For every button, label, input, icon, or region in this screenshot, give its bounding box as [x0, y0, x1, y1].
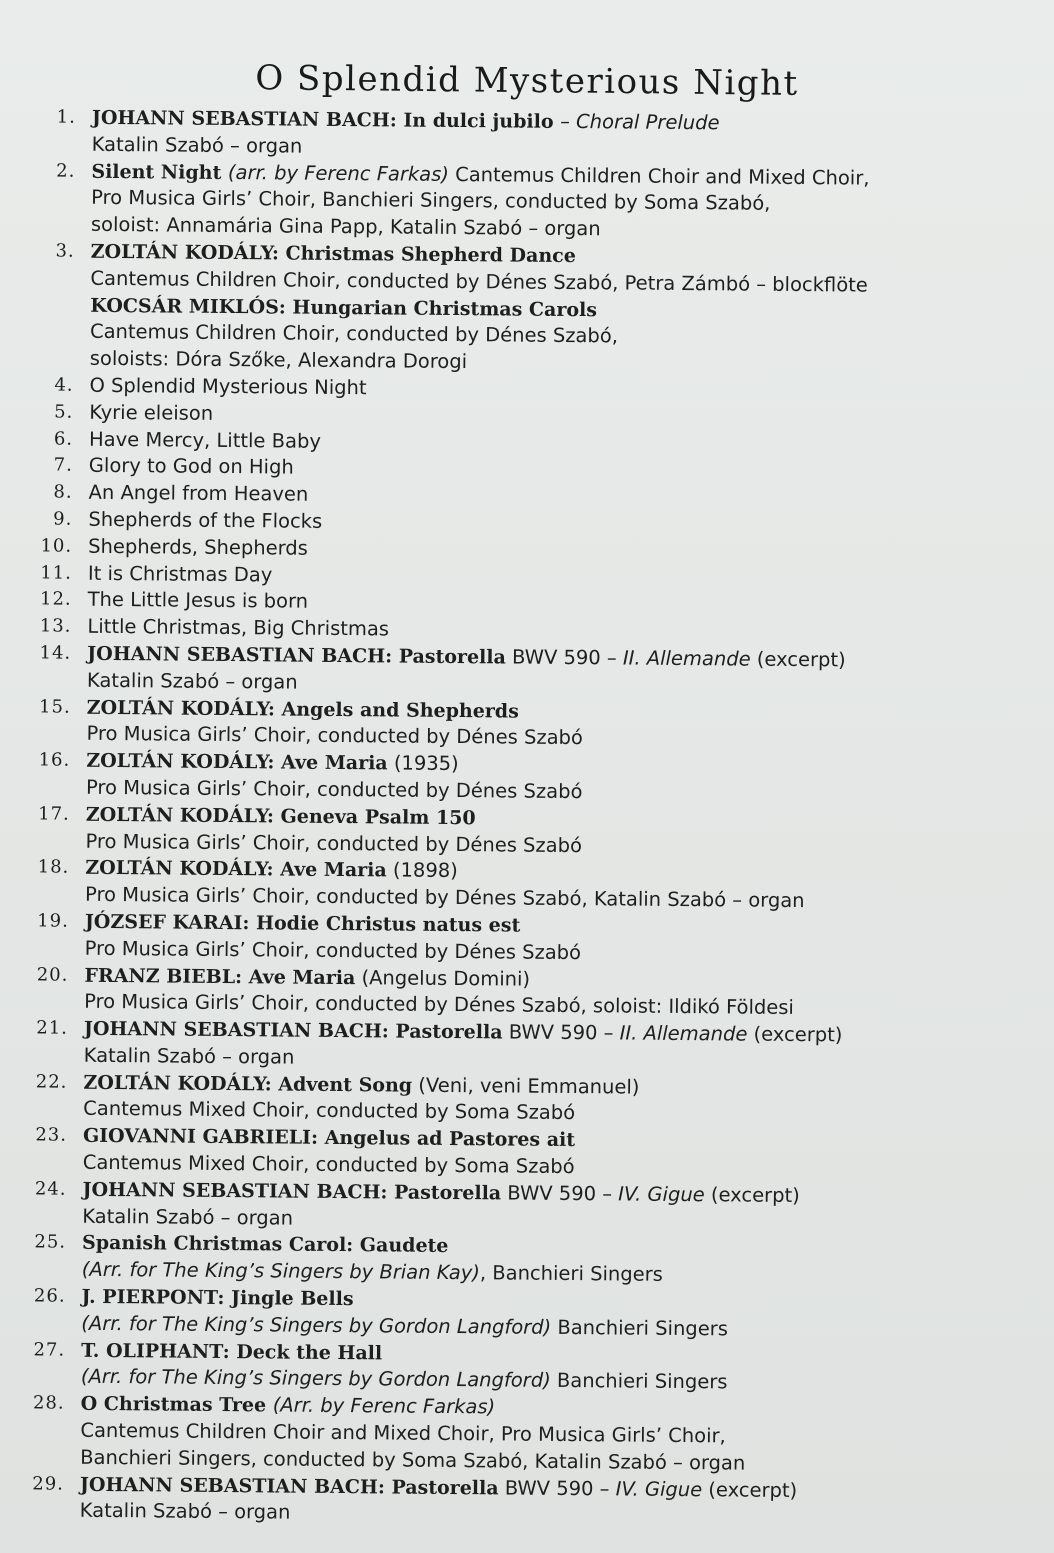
track-credit: Cantemus Mixed Choir, conducted by Soma Szabó	[83, 1097, 576, 1125]
track-credit: soloists: Dóra Szőke, Alexandra Dorogi	[89, 346, 468, 374]
track-credit: Shepherds, Shepherds	[88, 534, 309, 560]
track-number: 26.	[33, 1285, 66, 1307]
track-item	[0, 104, 1054, 167]
track-note: IV. Gigue	[618, 1182, 705, 1207]
track-credit: (Veni, veni Emmanuel)	[412, 1073, 640, 1099]
track-title: JOHANN SEBASTIAN BACH: Pastorella	[82, 1178, 502, 1205]
track-number: 19.	[37, 910, 69, 932]
track-credit: Katalin Szabó – organ	[91, 132, 303, 158]
track-credit: Banchieri Singers, conducted by Soma Szabó, Katalin Szabó – organ	[80, 1445, 746, 1475]
track-number: 9.	[53, 508, 73, 530]
track-credit: Cantemus Children Choir, conducted by Dénes Szabó, Petra Zámbó – blockflöte	[90, 266, 868, 297]
track-item	[0, 1176, 1045, 1239]
track-title: ZOLTÁN KODÁLY: Christmas Shepherd Dance	[90, 240, 576, 268]
track-title: JOHANN SEBASTIAN BACH: Pastorella	[83, 1017, 503, 1044]
track-number: 15.	[39, 695, 71, 718]
track-credit: , Banchieri Singers	[479, 1261, 663, 1287]
track-credit: BWV 590 –	[501, 1181, 619, 1206]
track-item	[0, 1015, 1046, 1078]
track-credit: (excerpt)	[702, 1477, 798, 1502]
track-credit: Glory to God on High	[88, 454, 294, 479]
track-item	[0, 158, 1053, 248]
track-item	[0, 961, 1046, 1024]
track-item	[0, 1122, 1045, 1185]
track-number: 10.	[40, 535, 73, 557]
track-credit: Banchieri Singers	[550, 1369, 728, 1394]
track-credit: BWV 590 –	[505, 645, 624, 670]
track-title: ZOLTÁN KODÁLY: Geneva Psalm 150	[85, 803, 476, 829]
track-credit: Shepherds of the Flocks	[88, 507, 323, 533]
track-number: 12.	[39, 588, 72, 610]
track-title: ZOLTÁN KODÁLY: Ave Maria	[85, 857, 387, 882]
track-number: 25.	[34, 1231, 67, 1254]
track-number: 6.	[53, 428, 74, 450]
track-note: (Arr. for The King’s Singers by Brian Kay)	[81, 1258, 481, 1285]
track-credit: Pro Musica Girls’ Choir, conducted by Dénes Szabó	[84, 936, 582, 964]
track-credit: Katalin Szabó – organ	[79, 1499, 291, 1525]
track-number: 28.	[32, 1392, 65, 1414]
track-number: 8.	[53, 481, 73, 503]
track-number: 14.	[39, 642, 72, 664]
track-item	[0, 238, 1053, 381]
track-credit: Pro Musica Girls’ Choir, conducted by Dénes Szabó, Katalin Szabó – organ	[85, 882, 805, 913]
track-credit: Pro Musica Girls’ Choir, conducted by Dénes Szabó	[85, 829, 583, 857]
track-credit: Kyrie eleison	[89, 400, 214, 425]
track-item	[0, 1471, 1042, 1534]
track-item	[0, 1337, 1043, 1400]
track-title: JÓZSEF KARAI: Hodie Christus natus est	[84, 910, 521, 937]
track-credit: O Splendid Mysterious Night	[89, 373, 367, 400]
track-title: KOCSÁR MIKLÓS: Hungarian Christmas Carols	[90, 294, 598, 321]
track-number: 1.	[56, 106, 76, 128]
track-title: ZOLTÁN KODÁLY: Angels and Shepherds	[86, 696, 519, 723]
track-credit: Pro Musica Girls’ Choir, conducted by Dénes Szabó, soloist: Ildikó Földesi	[84, 990, 795, 1020]
track-item	[0, 747, 1048, 810]
track-number: 7.	[53, 454, 73, 477]
track-credit: An Angel from Heaven	[88, 480, 309, 506]
track-title: T. OLIPHANT: Deck the Hall	[81, 1339, 383, 1365]
track-credit: Cantemus Children Choir and Mixed Choir,	[448, 162, 870, 190]
track-item	[0, 1229, 1044, 1292]
track-number: 27.	[33, 1338, 66, 1361]
track-number: 11.	[40, 561, 73, 584]
track-credit: Cantemus Children Choir and Mixed Choir, Pro Musica Girls’ Choir,	[80, 1418, 726, 1448]
track-number: 17.	[38, 803, 70, 825]
track-note: IV. Gigue	[615, 1477, 703, 1501]
track-number: 2.	[56, 160, 76, 182]
track-item	[0, 908, 1047, 971]
track-item	[0, 854, 1047, 917]
track-note: (Arr. by Ferenc Farkas)	[272, 1393, 496, 1419]
track-number: 21.	[36, 1017, 69, 1039]
track-credit: Pro Musica Girls’ Choir, conducted by Dénes Szabó	[86, 722, 584, 750]
track-credit: The Little Jesus is born	[87, 588, 309, 614]
track-item	[0, 801, 1048, 864]
track-credit: Cantemus Mixed Choir, conducted by Soma Szabó	[82, 1150, 575, 1179]
track-credit: (excerpt)	[704, 1183, 800, 1207]
track-item	[0, 1069, 1046, 1132]
track-credit: Katalin Szabó – organ	[86, 668, 298, 694]
track-credit: (Angelus Domini)	[355, 965, 531, 991]
track-title: O Christmas Tree	[80, 1393, 273, 1417]
track-credit: Cantemus Children Choir, conducted by Dénes Szabó,	[89, 320, 619, 348]
track-title: ZOLTÁN KODÁLY: Ave Maria	[86, 749, 388, 775]
track-item	[0, 1390, 1043, 1480]
track-number: 22.	[35, 1071, 68, 1093]
track-number: 18.	[37, 856, 70, 878]
track-credit: Have Mercy, Little Baby	[88, 427, 322, 453]
track-credit: Katalin Szabó – organ	[83, 1043, 295, 1069]
track-title: JOHANN SEBASTIAN BACH: In dulci jubilo	[91, 106, 561, 133]
track-credit: Pro Musica Girls’ Choir, conducted by Dénes Szabó	[85, 775, 583, 804]
track-number: 20.	[36, 963, 69, 986]
track-note: (Arr. for The King’s Singers by Gordon Langford)	[80, 1365, 551, 1393]
track-number: 5.	[54, 401, 74, 423]
track-number: 24.	[34, 1178, 67, 1200]
track-list	[0, 104, 1054, 1533]
track-note: (arr. by Ferenc Farkas)	[227, 160, 450, 186]
track-number: 13.	[39, 615, 72, 637]
track-title: Silent Night	[91, 160, 229, 184]
track-number: 29.	[32, 1472, 65, 1495]
track-credit: (1898)	[386, 858, 458, 883]
track-credit: Pro Musica Girls’ Choir, Banchieri Singers, conducted by Soma Szabó,	[91, 186, 771, 216]
page-title: O Splendid Mysterious Night	[255, 57, 799, 104]
track-title: J. PIERPONT: Jingle Bells	[81, 1285, 354, 1311]
track-credit: (excerpt)	[750, 647, 846, 672]
track-credit: Katalin Szabó – organ	[82, 1204, 294, 1230]
track-credit: It is Christmas Day	[87, 561, 273, 586]
track-credit: (1935)	[387, 751, 459, 776]
track-note: – Choral Prelude	[560, 109, 720, 135]
track-title: FRANZ BIEBL: Ave Maria	[84, 964, 356, 989]
track-item	[0, 640, 1049, 703]
track-item	[0, 694, 1049, 757]
track-note: II. Allemande	[619, 1021, 748, 1046]
track-credit: soloist: Annamária Gina Papp, Katalin Szabó – organ	[90, 212, 601, 241]
track-title: Spanish Christmas Carol: Gaudete	[81, 1232, 449, 1258]
track-title: JOHANN SEBASTIAN BACH: Pastorella	[87, 642, 506, 669]
track-note: II. Allemande	[622, 646, 751, 671]
track-title: GIOVANNI GABRIELI: Angelus ad Pastores ait	[82, 1125, 576, 1152]
track-credit: BWV 590 –	[502, 1020, 620, 1045]
track-credit: BWV 590 –	[498, 1476, 616, 1501]
track-credit: (excerpt)	[747, 1022, 843, 1047]
track-number: 23.	[35, 1124, 68, 1146]
track-title: JOHANN SEBASTIAN BACH: Pastorella	[79, 1473, 499, 1500]
track-number: 16.	[38, 749, 71, 771]
track-number: 3.	[55, 240, 75, 262]
track-credit: Little Christmas, Big Christmas	[87, 614, 390, 641]
track-note: (Arr. for The King’s Singers by Gordon Langford)	[81, 1311, 552, 1339]
track-number: 4.	[54, 374, 74, 396]
track-item	[0, 1283, 1044, 1346]
track-title: ZOLTÁN KODÁLY: Advent Song	[83, 1071, 413, 1097]
track-credit: Banchieri Singers	[551, 1315, 729, 1341]
